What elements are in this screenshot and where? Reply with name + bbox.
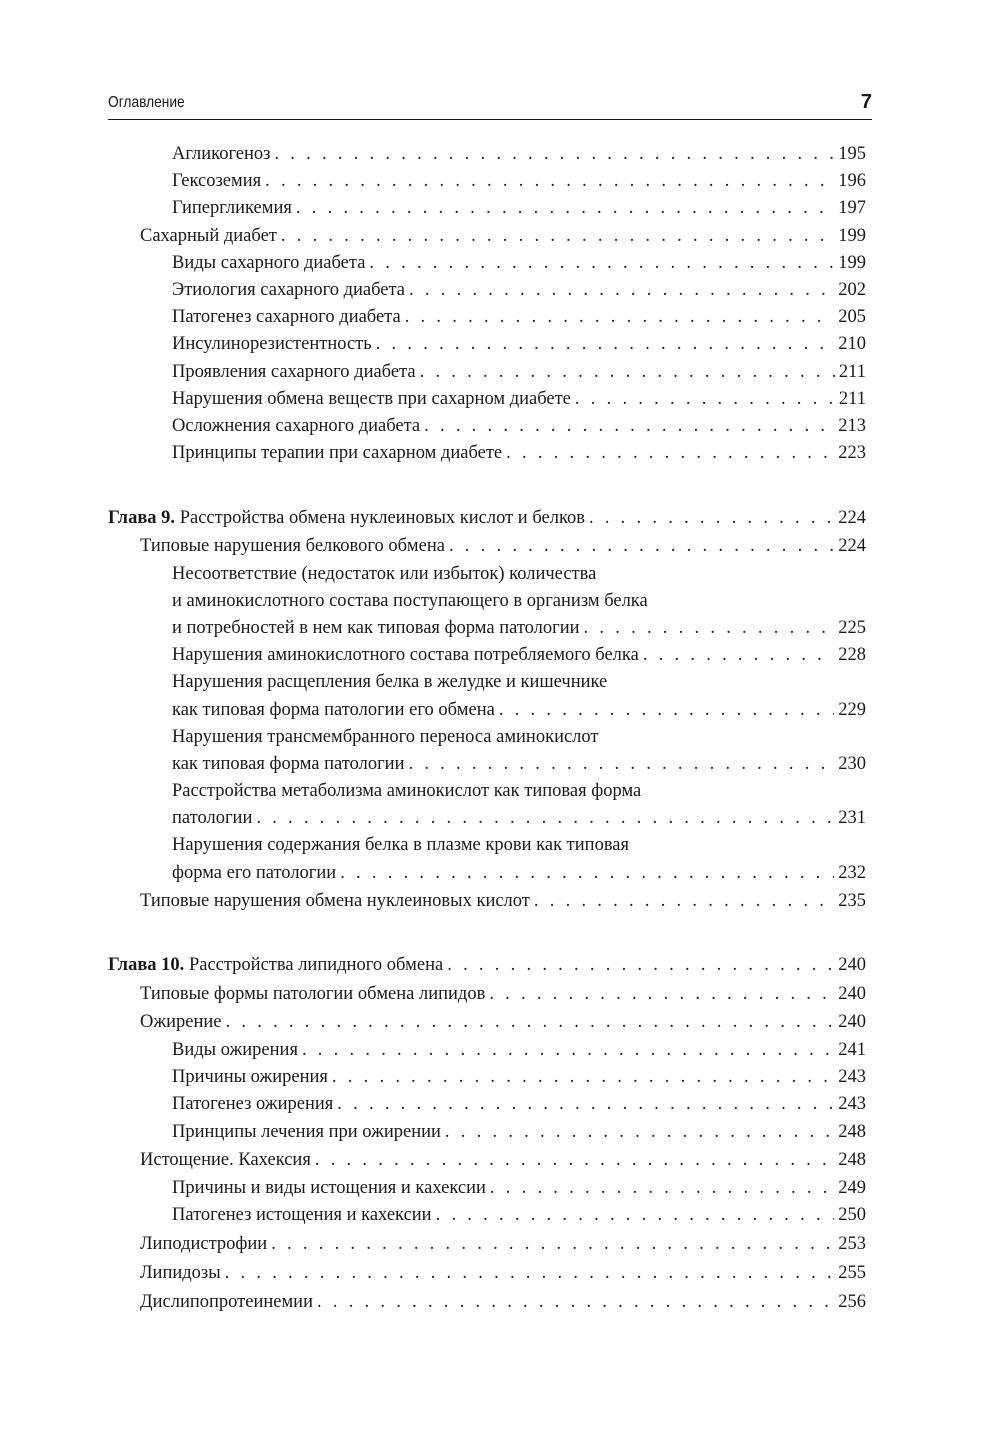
toc-page-ref: 210 [838, 334, 866, 354]
toc-entry[interactable]: Нарушения аминокислотного состава потребляемого белка . . . 228 [172, 642, 866, 669]
toc-entry[interactable]: Типовые нарушения белкового обмена . . . 224 [140, 533, 866, 560]
toc-entry[interactable]: как типовая форма патологии . . . 230 [172, 751, 866, 778]
toc-page-ref: 213 [838, 416, 866, 436]
toc-entry[interactable]: Принципы лечения при ожирении . . . 248 [172, 1119, 866, 1146]
toc-entry[interactable]: Патогенез ожирения . . . 243 [172, 1091, 866, 1118]
running-header-title: Оглавление [108, 94, 185, 111]
toc-page-ref: 243 [838, 1094, 866, 1114]
toc-entry[interactable]: Типовые нарушения обмена нуклеиновых кислот . . . 235 [140, 888, 866, 915]
toc-entry-line[interactable]: Нарушения расщепления белка в желудке и кишечнике [172, 672, 608, 692]
toc-entry[interactable]: Нарушения обмена веществ при сахарном диабете . . . 211 [172, 386, 866, 413]
toc-page-ref: 202 [838, 280, 866, 300]
toc-page-ref: 211 [838, 362, 866, 382]
toc-entry-line[interactable]: Несоответствие (недостаток или избыток) количества [172, 564, 597, 584]
toc-page-ref: 249 [838, 1178, 866, 1198]
toc-page-ref: 253 [838, 1234, 866, 1254]
toc-page-ref: 240 [838, 984, 866, 1004]
toc-entry[interactable]: патологии . . . 231 [172, 805, 866, 832]
toc-page-ref: 211 [838, 389, 866, 409]
chapter-label: Глава 10. [108, 955, 185, 975]
toc-entry[interactable]: Инсулинорезистентность . . . 210 [172, 331, 866, 358]
toc-page-ref: 205 [838, 307, 866, 327]
toc-page-ref: 196 [838, 171, 866, 191]
toc-entry[interactable]: Липодистрофии . . . 253 [140, 1231, 866, 1258]
toc-entry[interactable]: Причины и виды истощения и кахексии . . . 249 [172, 1175, 866, 1202]
toc-entry[interactable]: Сахарный диабет . . . 199 [140, 223, 866, 250]
toc-page-ref: 232 [838, 863, 866, 883]
toc-chapter-10[interactable]: Глава 10. Расстройства липидного обмена . . . 240 [108, 952, 866, 979]
toc-page-ref: 224 [838, 508, 866, 528]
toc-page-ref: 243 [838, 1067, 866, 1087]
toc-chapter-9[interactable]: Глава 9. Расстройства обмена нуклеиновых кислот и белков . . . 224 [108, 505, 866, 532]
toc-entry[interactable]: Липидозы . . . 255 [140, 1260, 866, 1287]
toc-entry-line[interactable]: Нарушения содержания белка в плазме крови как типовая [172, 835, 630, 855]
toc-page-ref: 195 [838, 144, 866, 164]
toc-entry[interactable]: Осложнения сахарного диабета . . . 213 [172, 413, 866, 440]
toc-page-ref: 241 [838, 1040, 866, 1060]
toc-entry[interactable]: Виды сахарного диабета . . . 199 [172, 250, 866, 277]
toc-entry[interactable]: и потребностей в нем как типовая форма патологии . . . 225 [172, 615, 866, 642]
toc-entry-line[interactable]: Расстройства метаболизма аминокислот как типовая форма [172, 781, 642, 801]
toc-entry[interactable]: Истощение. Кахексия . . . 248 [140, 1147, 866, 1174]
page-number: 7 [860, 91, 872, 113]
toc-entry-line[interactable]: Нарушения трансмембранного переноса аминокислот [172, 727, 599, 747]
toc-page-ref: 223 [838, 443, 866, 463]
chapter-label: Глава 9. [108, 508, 176, 528]
toc-entry[interactable]: Типовые формы патологии обмена липидов . . . 240 [140, 981, 866, 1008]
toc-entry[interactable]: Патогенез сахарного диабета . . . 205 [172, 304, 866, 331]
toc-entry[interactable]: Причины ожирения . . . 243 [172, 1064, 866, 1091]
toc-page-ref: 229 [838, 700, 866, 720]
toc-entry[interactable]: Проявления сахарного диабета . . . 211 [172, 359, 866, 386]
toc-entry[interactable]: Агликогеноз . . . 195 [172, 141, 866, 168]
toc-page-ref: 250 [838, 1205, 866, 1225]
toc-page-ref: 248 [838, 1122, 866, 1142]
toc-entry[interactable]: как типовая форма патологии его обмена . . . 229 [172, 697, 866, 724]
toc-page-ref: 230 [838, 754, 866, 774]
toc-page-ref: 240 [838, 1012, 866, 1032]
toc-page-ref: 240 [838, 955, 866, 975]
toc-page-ref: 255 [838, 1263, 866, 1283]
toc-page-ref: 225 [838, 618, 866, 638]
toc-page-ref: 199 [838, 253, 866, 273]
toc-entry[interactable]: Гипергликемия . . . 197 [172, 195, 866, 222]
toc-entry[interactable]: форма его патологии . . . 232 [172, 860, 866, 887]
toc-entry[interactable]: Виды ожирения . . . 241 [172, 1037, 866, 1064]
toc-page-ref: 199 [838, 226, 866, 246]
toc-page-ref: 256 [838, 1292, 866, 1312]
toc-entry-line[interactable]: и аминокислотного состава поступающего в организм белка [172, 591, 648, 611]
toc-page-ref: 248 [838, 1150, 866, 1170]
toc-page-ref: 231 [838, 808, 866, 828]
toc-page-ref: 197 [838, 198, 866, 218]
toc-entry[interactable]: Гексоземия . . . 196 [172, 168, 866, 195]
toc-page-ref: 235 [838, 891, 866, 911]
toc-page-ref: 224 [838, 536, 866, 556]
toc-page-ref: 228 [838, 645, 866, 665]
toc-entry[interactable]: Патогенез истощения и кахексии . . . 250 [172, 1202, 866, 1229]
toc-entry[interactable]: Этиология сахарного диабета . . . 202 [172, 277, 866, 304]
toc-entry[interactable]: Ожирение . . . 240 [140, 1009, 866, 1036]
toc-entry[interactable]: Дислипопротеинемии . . . 256 [140, 1289, 866, 1316]
toc-entry[interactable]: Принципы терапии при сахарном диабете . . . 223 [172, 440, 866, 467]
